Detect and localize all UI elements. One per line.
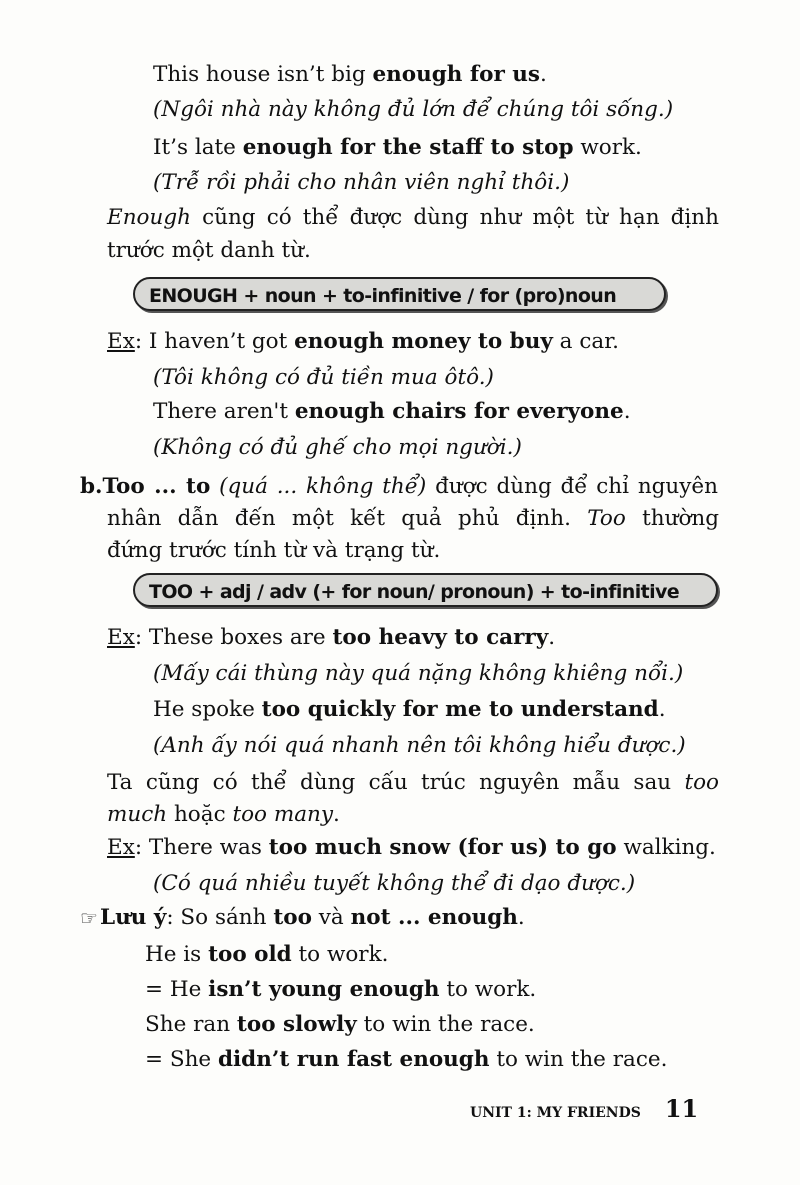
text-segment: . bbox=[548, 625, 556, 650]
formula-box-enough bbox=[133, 277, 666, 311]
text-line bbox=[153, 61, 547, 89]
text-segment: too quickly for me to understand bbox=[261, 697, 659, 722]
text-segment: too slowly bbox=[236, 1012, 357, 1037]
text-segment: (quá ... không thể) bbox=[219, 474, 427, 499]
text-segment: He spoke bbox=[153, 697, 262, 722]
text-line bbox=[153, 870, 635, 898]
text-line bbox=[145, 941, 388, 969]
text-segment: He is bbox=[145, 942, 209, 967]
text-segment: (Không có đủ ghế cho mọi người.) bbox=[153, 435, 522, 460]
text-segment: cũng có thể được dùng như một từ hạn định bbox=[190, 205, 719, 230]
text-segment: thường bbox=[625, 506, 719, 531]
text-line bbox=[107, 834, 716, 862]
text-line bbox=[145, 976, 536, 1004]
text-line bbox=[153, 434, 522, 462]
text-segment: She ran bbox=[145, 1012, 237, 1037]
text-line bbox=[153, 696, 666, 724]
text-line bbox=[153, 364, 494, 392]
text-segment: enough for the staff to stop bbox=[242, 135, 574, 160]
text-line bbox=[145, 1011, 535, 1039]
text-segment: (Ngôi nhà này không đủ lớn để chúng tôi sống.) bbox=[153, 97, 674, 122]
text-segment: to work. bbox=[439, 977, 537, 1002]
text-segment: Enough bbox=[107, 205, 191, 230]
text-segment bbox=[210, 474, 219, 499]
text-segment: to win the race. bbox=[489, 1047, 668, 1072]
text-segment: It’s late bbox=[153, 135, 243, 160]
text-segment: Ex bbox=[107, 835, 135, 860]
text-segment: work. bbox=[573, 135, 642, 160]
text-segment: too old bbox=[208, 942, 292, 967]
text-segment: Ex bbox=[107, 625, 135, 650]
text-segment: not ... enough bbox=[350, 905, 518, 930]
text-segment: a car. bbox=[552, 329, 619, 354]
text-segment: There aren't bbox=[153, 399, 295, 424]
text-segment: isn’t young enough bbox=[208, 977, 440, 1002]
text-line bbox=[107, 801, 340, 829]
text-line bbox=[107, 328, 619, 356]
text-segment: : So sánh bbox=[166, 905, 274, 930]
text-segment: . bbox=[517, 905, 525, 930]
text-line bbox=[153, 732, 686, 760]
text-segment: Too bbox=[587, 506, 626, 531]
pointing-hand-icon: ☞ bbox=[80, 906, 98, 930]
text-segment: : There was bbox=[134, 835, 269, 860]
text-segment: được dùng để chỉ nguyên bbox=[426, 474, 718, 499]
text-segment: (Tôi không có đủ tiền mua ôtô.) bbox=[153, 365, 494, 390]
text-segment: b.Too ... to bbox=[80, 474, 211, 499]
text-line bbox=[107, 237, 311, 265]
text-line bbox=[107, 537, 440, 565]
text-segment: too heavy to carry bbox=[332, 625, 549, 650]
text-segment: đứng trước tính từ và trạng từ. bbox=[107, 538, 441, 563]
formula-text: ENOUGH + noun + to-infinitive / for (pro)noun bbox=[149, 285, 617, 307]
text-line bbox=[153, 169, 569, 197]
text-line bbox=[107, 624, 555, 652]
text-segment: = She bbox=[145, 1047, 218, 1072]
text-segment: enough money to buy bbox=[294, 329, 553, 354]
text-segment: và bbox=[311, 905, 351, 930]
text-segment: too bbox=[684, 770, 719, 795]
text-segment: . bbox=[658, 697, 666, 722]
text-segment: . bbox=[623, 399, 631, 424]
text-segment: . bbox=[540, 62, 547, 87]
page-number: 11 bbox=[664, 1094, 699, 1123]
text-line bbox=[153, 398, 631, 426]
text-segment: too much snow (for us) to go bbox=[268, 835, 617, 860]
text-segment: (Có quá nhiều tuyết không thể đi dạo được.) bbox=[153, 871, 636, 896]
text-line bbox=[107, 769, 719, 797]
text-segment: to win the race. bbox=[356, 1012, 535, 1037]
text-segment: : These boxes are bbox=[134, 625, 333, 650]
text-line bbox=[107, 505, 719, 533]
text-segment: Ex bbox=[107, 329, 135, 354]
text-segment: too many bbox=[232, 802, 334, 827]
text-segment: = He bbox=[145, 977, 209, 1002]
text-line bbox=[153, 134, 642, 162]
text-segment: enough for us bbox=[372, 62, 541, 87]
text-segment: much bbox=[107, 802, 168, 827]
unit-title: UNIT 1: MY FRIENDS bbox=[470, 1105, 641, 1121]
text-line bbox=[80, 473, 718, 501]
text-segment: Ta cũng có thể dùng cấu trúc nguyên mẫu sau bbox=[107, 770, 685, 795]
text-segment: didn’t run fast enough bbox=[217, 1047, 490, 1072]
text-segment: This house isn’t big bbox=[153, 62, 373, 87]
text-segment: (Mấy cái thùng này quá nặng không khiêng nổi.) bbox=[153, 661, 684, 686]
text-segment: (Trễ rồi phải cho nhân viên nghỉ thôi.) bbox=[153, 170, 570, 195]
text-segment: too bbox=[273, 905, 312, 930]
formula-box-too bbox=[133, 573, 718, 607]
text-segment: hoặc bbox=[167, 802, 233, 827]
text-segment: enough chairs for everyone bbox=[294, 399, 624, 424]
text-line bbox=[107, 204, 719, 232]
text-segment: : I haven’t got bbox=[134, 329, 295, 354]
text-segment: Lưu ý bbox=[100, 905, 167, 930]
text-segment: nhân dẫn đến một kết quả phủ định. bbox=[107, 506, 588, 531]
text-segment: trước một danh từ. bbox=[107, 238, 311, 263]
text-segment: to work. bbox=[291, 942, 389, 967]
text-line bbox=[153, 660, 683, 688]
text-segment: . bbox=[333, 802, 340, 827]
formula-text: TOO + adj / adv (+ for noun/ pronoun) + to-infinitive bbox=[149, 581, 680, 603]
page-footer bbox=[470, 1094, 698, 1123]
text-line bbox=[100, 904, 525, 932]
text-segment: (Anh ấy nói quá nhanh nên tôi không hiểu được.) bbox=[153, 733, 686, 758]
text-line bbox=[145, 1046, 667, 1074]
text-segment: walking. bbox=[616, 835, 716, 860]
text-line bbox=[153, 96, 673, 124]
